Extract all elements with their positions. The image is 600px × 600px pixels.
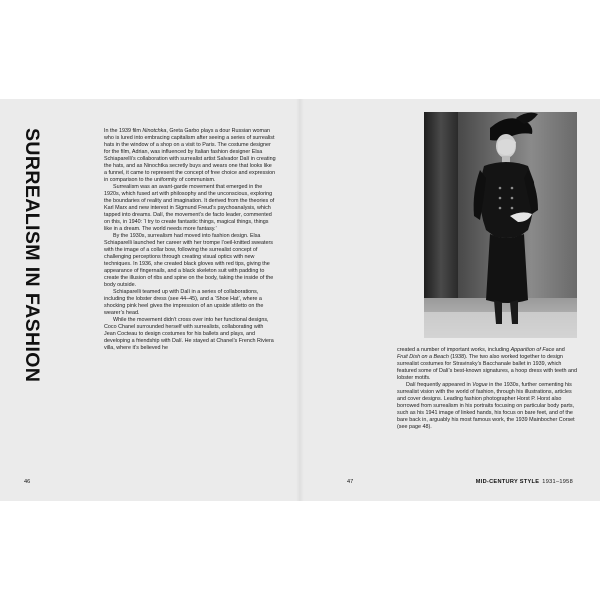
running-head-years: 1931–1958 (542, 479, 573, 485)
fashion-photo (424, 112, 577, 338)
body-paragraph: created a number of important works, including Apparition of Face and Fruit Dish on a Beach (1938). The two also worked together to design surrealist costumes for Stravinsky’s Bacchanale ballet in 1939, which featured some of Dalí’s best-known signatures, a hoop dress with teeth and lobster motifs. (397, 347, 577, 381)
body-paragraph: By the 1930s, surrealism had moved into fashion design. Elsa Schiaparelli launched her career with her trompe l’oeil-knitted sweaters with the image of a collar bow, following the surrealist concept of challenging perceptions through creating visual optics with new techniques. In 1936, she created black gloves with red tips, giving the appearance of fingernails, and a black skeleton suit with padding to create the illusion of ribs and spine on the body, taking the inside of the body outside. (104, 233, 274, 288)
body-paragraph: Surrealism was an avant-garde movement that emerged in the 1920s, which fused art with philosophy and the unconscious, exploring the boundaries of reality and imagination. It derived from the theories of Karl Marx and new interest in Sigmund Freud’s psychoanalysis, which tapped into dreams. Dalí, the movement’s de facto leader, commented on this, in 1940: ‘I try to create fantastic things, magical things, things like in a dream. The world needs more fantasy.’ (104, 184, 275, 232)
body-paragraph: Schiaparelli teamed up with Dalí in a series of collaborations, including the lobster dress (see 44–45), and a ‘Shoe Hat’, where a shocking pink heel gives the impression of an upside stiletto on the wearer’s head. (104, 289, 264, 316)
body-paragraph: Dalí frequently appeared in Vogue in the 1930s, further cementing his surrealist vision with the world of fashion, through his illustrations, articles and cover designs. Leading fashion photographer Horst P. Horst also borrowed from surrealism in his portraits focusing on particular body parts, such as his 1941 image of linked hands, his focus on bare feet, and of the bare back in, arguably his most famous work, the 1939 Mainbocher Corset (see page 48). (397, 382, 575, 430)
right-text-column (397, 347, 577, 431)
running-head (476, 479, 573, 486)
body-paragraph: While the movement didn’t cross over into her functional designs, Coco Chanel surrounded herself with surrealists, collaborating with Jean Cocteau to design costumes for his ballets and plays, and developing a friendship with Dalí. He stayed at Chanel’s French Riviera villa, where it’s believed he (104, 317, 274, 351)
running-head-label: MID-CENTURY STYLE (475, 479, 540, 485)
left-text-column (104, 128, 276, 352)
book-gutter (296, 99, 304, 501)
left-page-number: 46 (24, 479, 31, 485)
right-page-number: 47 (347, 479, 354, 485)
body-paragraph: In the 1939 film Ninotchka, Greta Garbo plays a dour Russian woman who is lured into embracing capitalism after seeing a series of surrealist hats in the window of a shop on a visit to Paris. The costume designer for the film, Adrian, was influenced by Italian fashion designer Elsa Schiaparelli’s collaboration with surrealist artist Salvador Dalí in creating the hats, and as Ninochtka secretly buys and wears one that looks like a funnel, it came to represent the concept of free choice and expression in comparison to the uniformity of communism. (104, 128, 276, 183)
chapter-title: SURREALISM IN FASHION (21, 128, 43, 383)
